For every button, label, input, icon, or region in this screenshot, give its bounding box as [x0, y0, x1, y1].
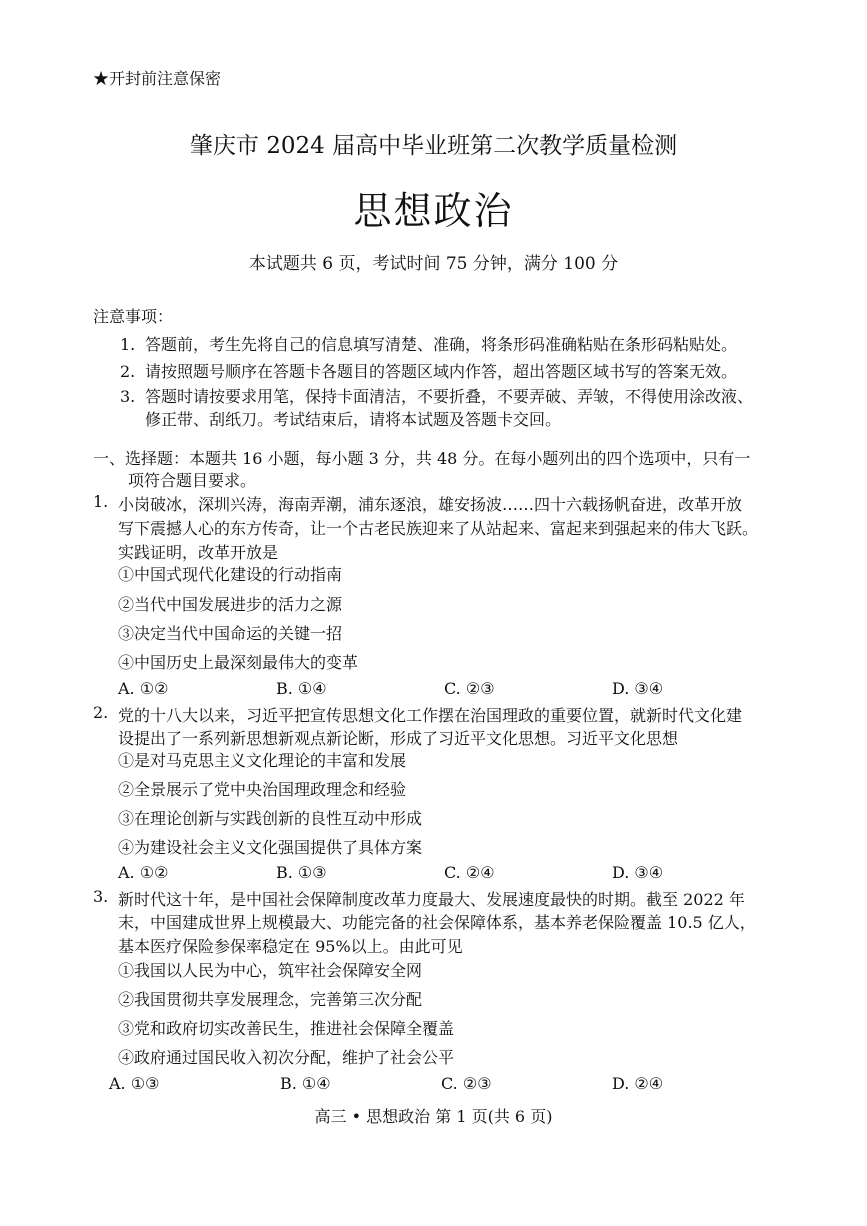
statement-option: ③在理论创新与实践创新的良性互动中形成 [118, 809, 423, 828]
page-footer: 高三 • 思想政治 第 1 页(共 6 页) [314, 1107, 553, 1126]
question-stem-line: 小岗破冰，深圳兴涛，海南弄潮，浦东逐浪，雄安扬波……四十六载扬帆奋进，改革开放 [118, 495, 743, 514]
question-stem-line: 写下震撼人心的东方传奇，让一个古老民族迎来了从站起来、富起来到强起来的伟大飞跃。 [118, 519, 759, 538]
statement-option: ②我国贯彻共享发展理念，完善第三次分配 [118, 990, 423, 1009]
answer-choice-a: A. ①② [118, 679, 169, 698]
question-stem-line: 基本医疗保险参保率稳定在 95%以上。由此可见 [118, 937, 463, 956]
note-number: 2. [120, 362, 136, 381]
answer-choice-d: D. ②④ [612, 1074, 664, 1093]
answer-choice-a: A. ①② [118, 863, 169, 882]
question-stem-line: 末，中国建成世界上规模最大、功能完备的社会保障体系，基本养老保险覆盖 10.5 亿人， [118, 913, 756, 932]
note-item [120, 332, 737, 355]
subject-title: 思想政治 [353, 189, 514, 233]
statement-option: ②全景展示了党中央治国理政理念和经验 [118, 780, 407, 799]
section-heading-continuation: 项符合题目要求。 [128, 471, 257, 490]
question-stem-line: 党的十八大以来，习近平把宣传思想文化工作摆在治国理政的重要位置，就新时代文化建 [118, 706, 743, 725]
statement-option: ①中国式现代化建设的行动指南 [118, 565, 343, 584]
answer-choice-c: C. ②④ [444, 863, 495, 882]
statement-option: ③决定当代中国命运的关键一招 [118, 624, 343, 643]
answer-choice-b: B. ①④ [276, 679, 327, 698]
answer-choice-b: B. ①③ [276, 863, 327, 882]
question-number: 3. [93, 887, 109, 906]
statement-option: ①我国以人民为中心，筑牢社会保障安全网 [118, 961, 423, 980]
question-stem-line: 设提出了一系列新思想新观点新论断，形成了习近平文化思想。习近平文化思想 [118, 729, 679, 748]
exam-title: 肇庆市 2024 届高中毕业班第二次教学质量检测 [189, 133, 678, 159]
question-stem-line: 新时代这十年，是中国社会保障制度改革力度最大、发展速度最快的时期。截至 2022 年 [118, 890, 745, 909]
note-text: 答题前，考生先将自己的信息填写清楚、准确，将条形码准确粘贴在条形码粘贴处。 [145, 335, 738, 354]
note-number: 3. [120, 387, 136, 406]
exam-info: 本试题共 6 页，考试时间 75 分钟，满分 100 分 [248, 254, 619, 274]
note-item [120, 384, 753, 407]
note-text: 答题时请按要求用笔，保持卡面清洁，不要折叠，不要弄破、弄皱，不得使用涂改液、 [145, 387, 754, 406]
statement-option: ②当代中国发展进步的活力之源 [118, 595, 343, 614]
note-continuation: 修正带、刮纸刀。考试结束后，请将本试题及答题卡交回。 [145, 410, 562, 429]
statement-option: ①是对马克思主义文化理论的丰富和发展 [118, 751, 407, 770]
answer-choice-d: D. ③④ [612, 863, 664, 882]
note-text: 请按照题号顺序在答题卡各题目的答题区域内作答，超出答题区域书写的答案无效。 [145, 362, 738, 381]
answer-choice-c: C. ②③ [441, 1074, 492, 1093]
answer-choice-c: C. ②③ [444, 679, 495, 698]
statement-option: ④政府通过国民收入初次分配，维护了社会公平 [118, 1048, 455, 1067]
note-item [120, 359, 737, 382]
statement-option: ④为建设社会主义文化强国提供了具体方案 [118, 838, 423, 857]
confidential-note: ★开封前注意保密 [93, 69, 222, 88]
question-stem-line: 实践证明，改革开放是 [118, 543, 279, 562]
section-heading: 一、选择题：本题共 16 小题，每小题 3 分，共 48 分。在每小题列出的四个选项中，只有一 [93, 449, 751, 468]
note-number: 1. [120, 335, 136, 354]
answer-choice-a: A. ①③ [109, 1074, 160, 1093]
answer-choice-d: D. ③④ [612, 679, 664, 698]
notes-title: 注意事项： [93, 307, 174, 326]
question-number: 2. [93, 703, 109, 722]
statement-option: ④中国历史上最深刻最伟大的变革 [118, 653, 359, 672]
answer-choice-b: B. ①④ [280, 1074, 331, 1093]
question-number: 1. [93, 492, 109, 511]
statement-option: ③党和政府切实改善民生，推进社会保障全覆盖 [118, 1019, 455, 1038]
